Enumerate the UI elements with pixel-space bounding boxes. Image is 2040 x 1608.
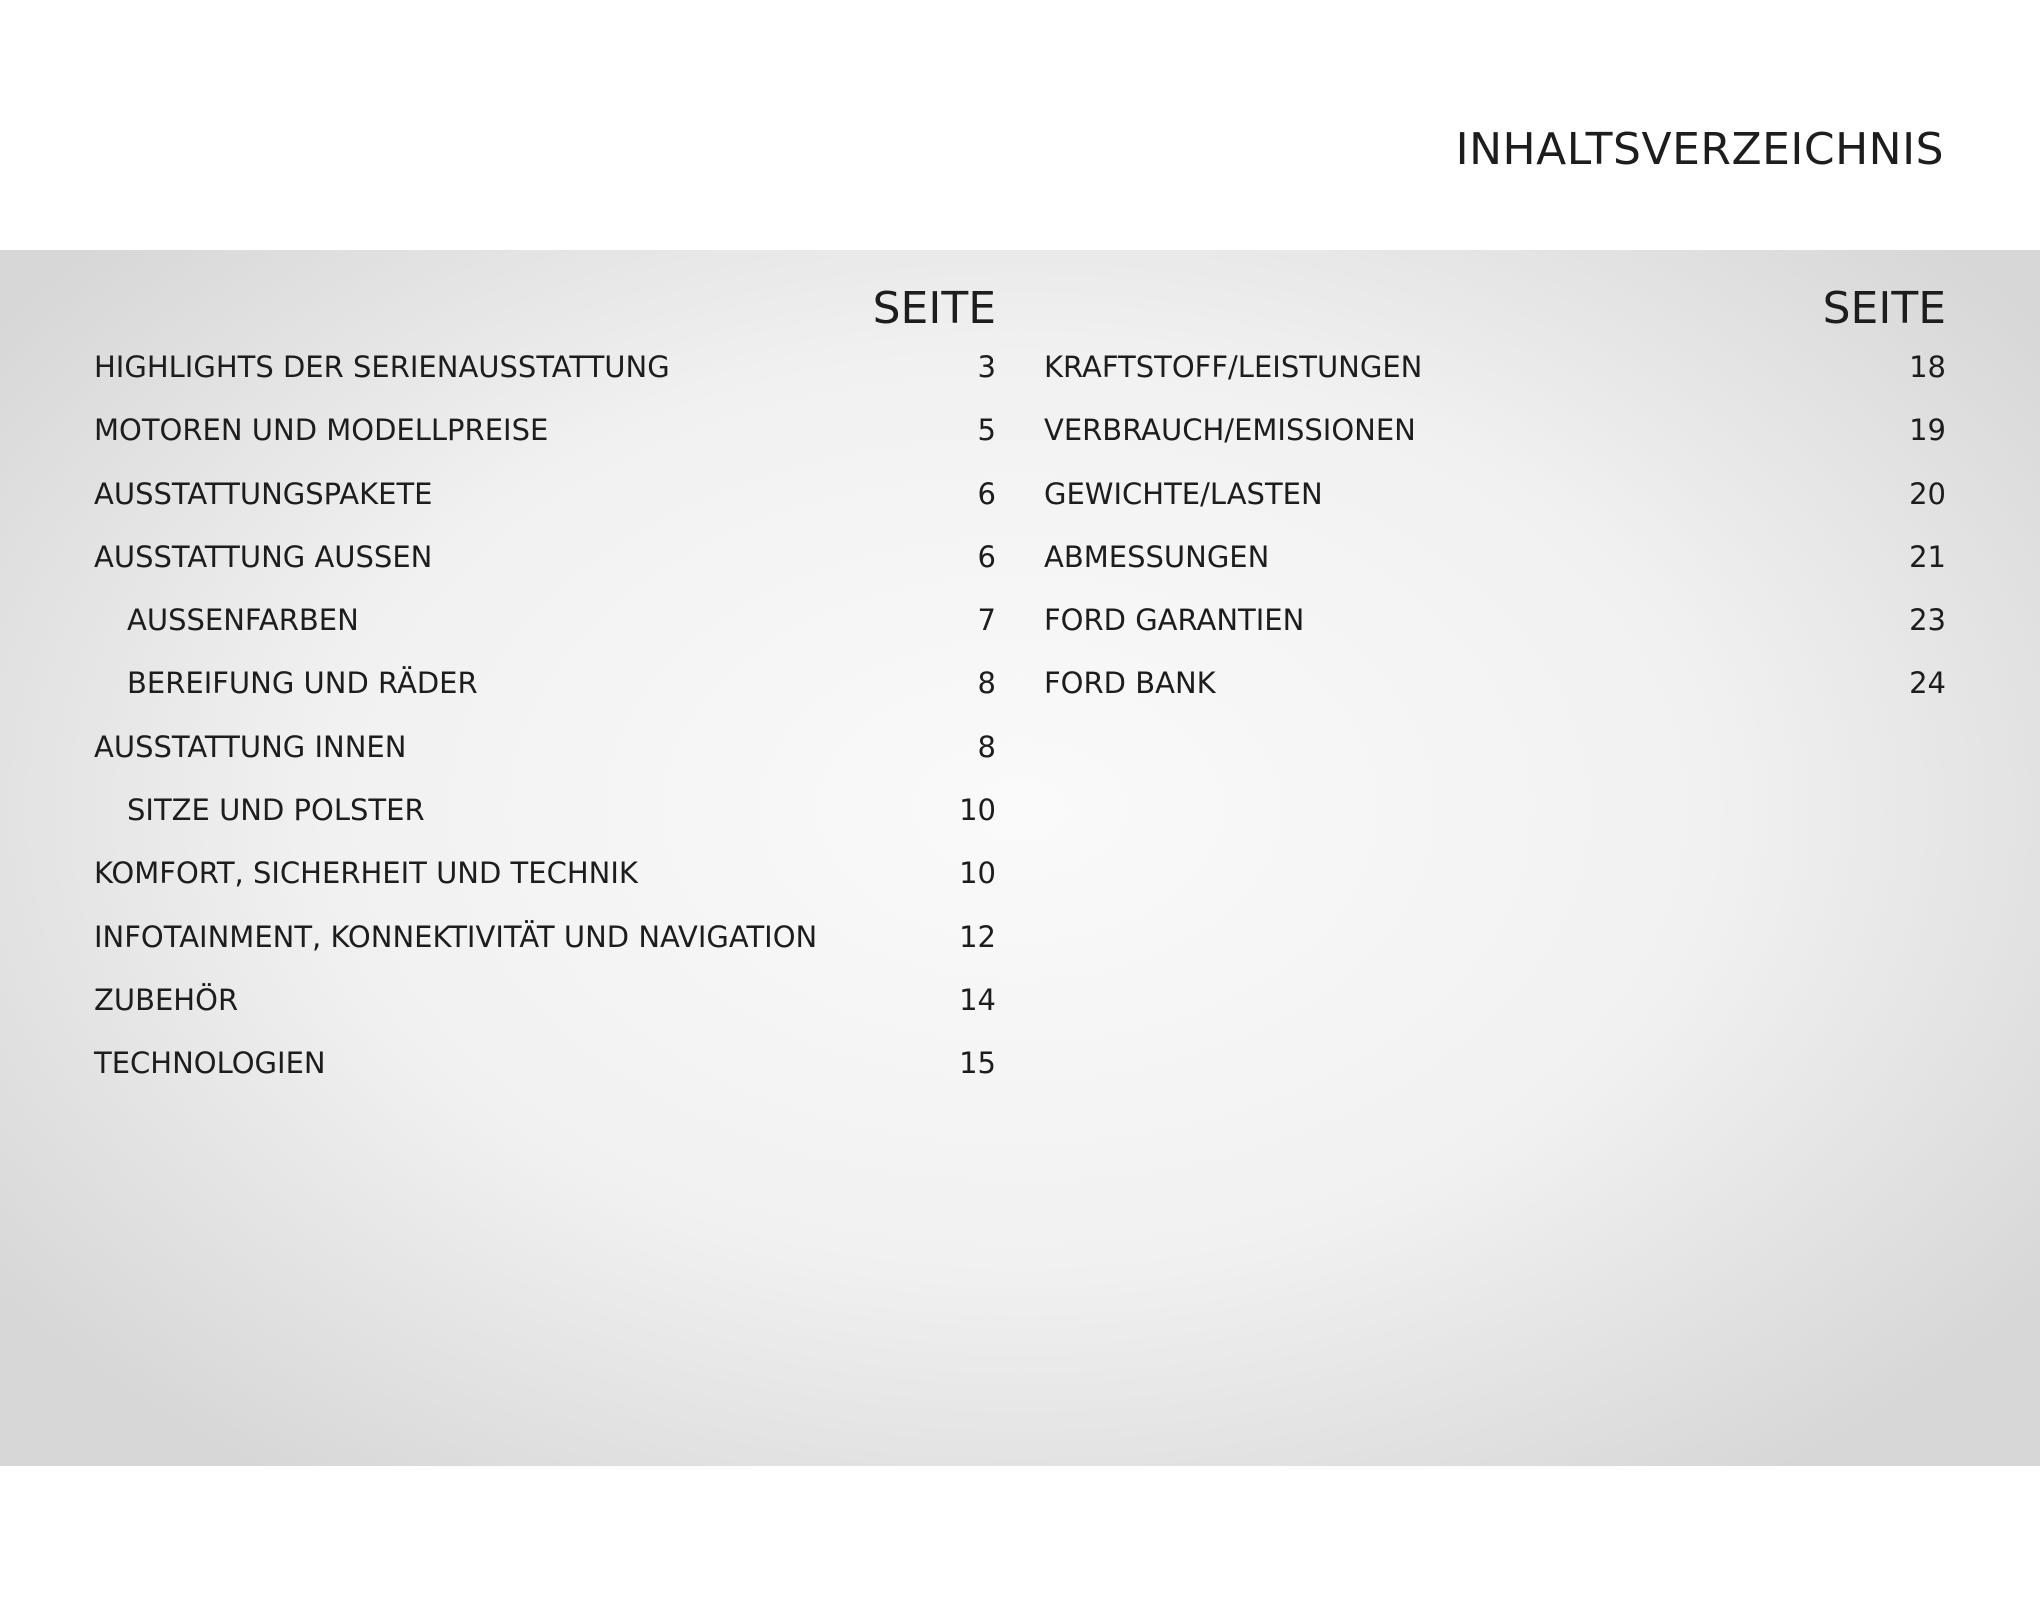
toc-entry-page-number: 6 <box>977 476 996 511</box>
toc-list-left <box>94 336 996 1096</box>
toc-entry-label: GEWICHTE/LASTEN <box>1044 476 1323 511</box>
toc-entry[interactable] <box>94 906 996 969</box>
toc-entry-page-number: 24 <box>1909 666 1946 701</box>
toc-entry[interactable] <box>94 463 996 526</box>
toc-entry[interactable] <box>1044 336 1946 399</box>
toc-entry[interactable] <box>94 336 996 399</box>
toc-entry-page-number: 10 <box>959 793 996 828</box>
toc-entry-page-number: 5 <box>977 413 996 448</box>
toc-entry[interactable] <box>94 969 996 1032</box>
toc-entry-page-number: 15 <box>959 1046 996 1081</box>
toc-entry-page-number: 8 <box>977 666 996 701</box>
column-header-seite: SEITE <box>1822 283 1946 334</box>
toc-entry-label: ABMESSUNGEN <box>1044 539 1270 574</box>
column-header-seite: SEITE <box>872 283 996 334</box>
toc-entry-label: SITZE UND POLSTER <box>127 793 425 828</box>
toc-entry-label: VERBRAUCH/EMISSIONEN <box>1044 413 1416 448</box>
toc-entry-label: ZUBEHÖR <box>94 982 239 1017</box>
toc-entry[interactable] <box>1044 589 1946 652</box>
toc-entry[interactable] <box>94 399 996 462</box>
toc-entry-label: AUSSTATTUNGSPAKETE <box>94 476 433 511</box>
toc-entry-label: MOTOREN UND MODELLPREISE <box>94 413 549 448</box>
toc-entry-label: TECHNOLOGIEN <box>94 1046 326 1081</box>
toc-entry-page-number: 21 <box>1909 539 1946 574</box>
toc-entry[interactable] <box>94 842 996 905</box>
toc-entry[interactable] <box>94 716 996 779</box>
toc-entry-page-number: 7 <box>977 603 996 638</box>
toc-entry[interactable] <box>1044 399 1946 462</box>
toc-entry-page-number: 14 <box>959 982 996 1017</box>
toc-entry-page-number: 8 <box>977 729 996 764</box>
toc-entry-page-number: 19 <box>1909 413 1946 448</box>
toc-entry-page-number: 10 <box>959 856 996 891</box>
toc-entry-label: INFOTAINMENT, KONNEKTIVITÄT UND NAVIGATION <box>94 919 818 954</box>
toc-entry[interactable] <box>1044 652 1946 715</box>
toc-entry-label: FORD BANK <box>1044 666 1216 701</box>
toc-entry[interactable] <box>94 1032 996 1095</box>
toc-entry-page-number: 6 <box>977 539 996 574</box>
toc-entry[interactable] <box>94 779 996 842</box>
toc-entry-label: HIGHLIGHTS DER SERIENAUSSTATTUNG <box>94 350 670 384</box>
toc-panel <box>0 250 2040 1466</box>
toc-entry-label: KRAFTSTOFF/LEISTUNGEN <box>1044 350 1423 384</box>
toc-entry-label: KOMFORT, SICHERHEIT UND TECHNIK <box>94 856 638 891</box>
toc-entry-label: AUSSTATTUNG AUSSEN <box>94 539 433 574</box>
toc-entry[interactable] <box>94 526 996 589</box>
toc-entry-label: AUSSTATTUNG INNEN <box>94 729 407 764</box>
toc-entry-label: AUSSENFARBEN <box>127 603 359 638</box>
page-title: INHALTSVERZEICHNIS <box>1455 124 1944 175</box>
toc-entry-label: BEREIFUNG UND RÄDER <box>127 666 478 701</box>
toc-entry-label: FORD GARANTIEN <box>1044 603 1305 638</box>
toc-list-right <box>1044 336 1946 716</box>
toc-entry[interactable] <box>94 652 996 715</box>
toc-entry[interactable] <box>1044 463 1946 526</box>
toc-entry-page-number: 23 <box>1909 603 1946 638</box>
toc-entry-page-number: 3 <box>977 350 996 384</box>
toc-entry-page-number: 18 <box>1909 350 1946 384</box>
toc-entry[interactable] <box>1044 526 1946 589</box>
toc-entry-page-number: 12 <box>959 919 996 954</box>
toc-entry[interactable] <box>94 589 996 652</box>
toc-entry-page-number: 20 <box>1909 476 1946 511</box>
